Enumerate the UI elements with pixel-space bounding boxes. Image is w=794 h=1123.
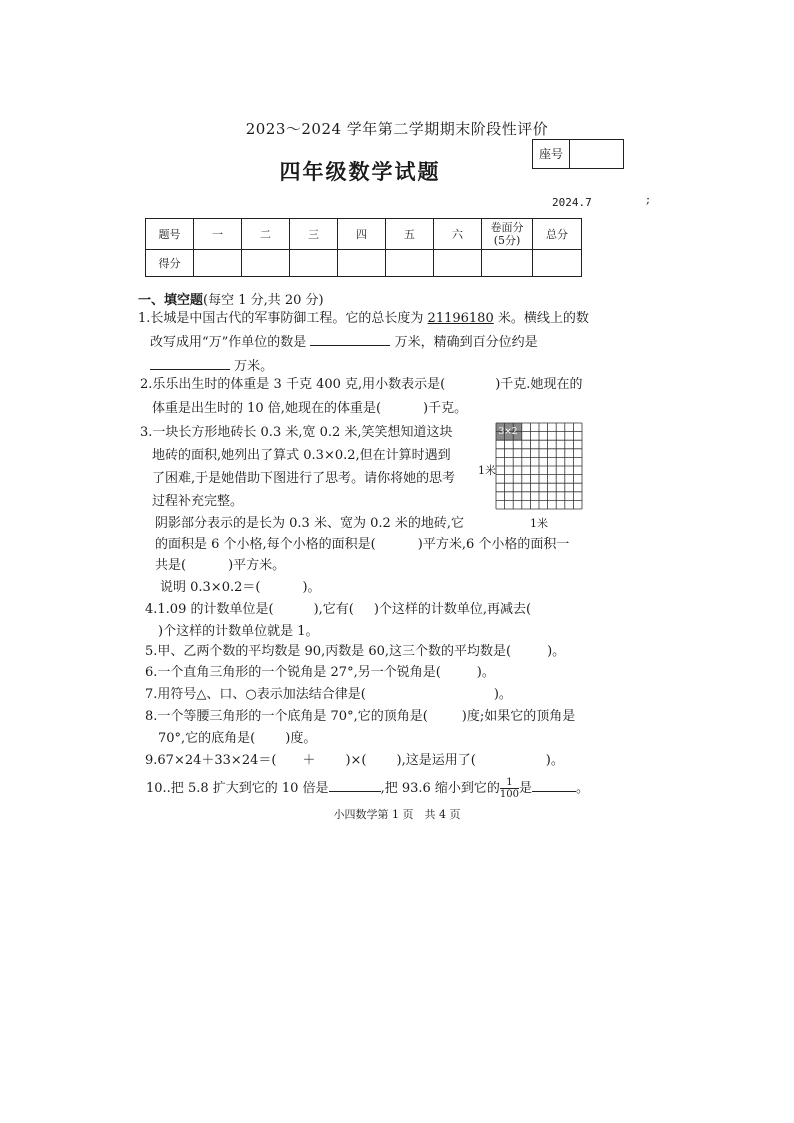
question-5 [145,640,565,663]
question-8-line-1 [145,705,575,728]
question-1-line-1 [138,307,589,330]
q2-text: )千克.她现在的 [495,377,583,392]
grid-side-label: 1米 [478,464,496,477]
q1-text: 1.长城是中国古代的军事防御工程。它的总长度为 [138,311,424,326]
q10-text: 10..把 5.8 扩大到它的 10 倍是 [146,781,329,796]
section-note: (每空 1 分,共 20 分) [203,293,324,308]
q9-text: ＋ [302,753,316,768]
neatness-label: 卷面分 [490,221,524,234]
page-footer: 小四数学第 1 页 共 4 页 [333,808,461,821]
q8-text: )度。 [285,731,317,746]
q7-text: )。 [493,687,512,702]
score-table [145,218,582,277]
q1-text: 万米。 [234,359,274,374]
score-cell[interactable] [338,250,386,277]
q6-text: 6.一个直角三角形的一个锐角是 27°,另一个锐角是( [145,665,441,680]
seat-label: 座号 [533,140,570,168]
q1-text: 改写成用“万”作单位的数是 [150,335,307,350]
q3-text: )平方米。 [228,558,286,573]
question-6 [145,661,495,684]
q5-text: )。 [547,644,566,659]
question-3-line-1: 3.一块长方形地砖长 0.3 米,宽 0.2 米,笑笑想知道这块 [140,425,453,440]
fraction-one-hundredth [500,777,519,800]
q2-text: 2.乐乐出生时的体重是 3 千克 400 克,用小数表示是( [140,377,446,392]
question-3-line-5: 阴影部分表示的是长为 0.3 米、宽为 0.2 米的地砖,它 [155,516,465,531]
score-cell[interactable] [533,250,582,277]
section-heading [138,289,324,308]
q5-text: 5.甲、乙两个数的平均数是 90,丙数是 60,这三个数的平均数是( [145,644,512,659]
q2-text: 体重是出生时的 10 倍,她现在的体重是( [152,401,382,416]
q6-text: )。 [476,665,495,680]
question-8-line-2 [158,727,316,750]
q9-text: ),这是运用了( [396,753,476,768]
score-header-cell: 一 [194,219,242,250]
seat-value-field[interactable] [570,140,623,168]
q1-length-value: 21196180 [427,311,494,326]
q4-text: ),它有( [313,602,354,617]
q10-text: 是 [519,781,533,796]
score-header-cell: 二 [242,219,290,250]
score-cell[interactable] [242,250,290,277]
q3-text: 共是( [155,558,187,573]
neatness-points: (5分) [493,234,521,247]
q10-text: 。 [576,781,590,796]
q4-text: 4.1.09 的计数单位是( [145,602,274,617]
q3-text: 说明 0.3×0.2＝( [160,580,261,595]
answer-blank[interactable] [329,791,381,792]
score-header-cell: 六 [434,219,482,250]
question-4-line-2: )个这样的计数单位就是 1。 [158,624,319,639]
q9-text: 9.67×24＋33×24＝( [145,753,277,768]
score-cell[interactable] [386,250,434,277]
question-10 [146,777,589,800]
answer-blank[interactable] [310,345,390,346]
question-7 [145,683,512,706]
section-title: 一、填空题 [138,293,204,308]
score-header-cell: 四 [338,219,386,250]
score-row-label: 得分 [146,250,194,277]
score-cell[interactable] [482,250,533,277]
question-3-line-3: 了困难,于是她借助下图进行了思考。请你将她的思考 [152,471,456,486]
question-4-line-1 [145,598,531,621]
q3-text: )。 [302,580,321,595]
question-9 [145,749,564,772]
exam-term-title: 2023～2024 学年第二学期期末阶段性评价 [245,120,549,138]
q2-text: )千克。 [423,401,468,416]
q7-text: 7.用符号△、口、○表示加法结合律是( [145,687,366,702]
score-header-cell-neatness [482,219,533,250]
q9-text: )×( [345,753,367,768]
answer-blank[interactable] [532,791,576,792]
question-2-line-1 [140,373,582,396]
q8-text: 70°,它的底角是( [158,731,256,746]
exam-date: 2024.7 [552,196,592,209]
q8-text: 8.一个等腰三角形的一个底角是 70°,它的顶角是( [145,709,428,724]
seat-number-box [532,139,624,169]
score-header-cell: 三 [290,219,338,250]
question-3-line-7 [155,554,285,577]
fraction-denominator: 100 [499,789,519,800]
q8-text: )度;如果它的顶角是 [461,709,576,724]
answer-blank[interactable] [150,369,230,370]
score-header-cell: 五 [386,219,434,250]
score-header-cell: 总分 [533,219,582,250]
question-1-line-2 [150,331,538,354]
question-3-line-6 [155,533,569,556]
shaded-area-label: 3×2 [498,427,518,437]
exam-main-title: 四年级数学试题 [279,159,441,184]
score-header-cell: 题号 [146,219,194,250]
question-3-line-8 [160,576,321,599]
score-cell[interactable] [434,250,482,277]
score-cell[interactable] [194,250,242,277]
question-3-line-4: 过程补充完整。 [152,494,244,509]
fraction-numerator: 1 [500,777,519,789]
stray-mark: ; [646,192,651,206]
q3-text: 的面积是 6 个小格,每个小格的面积是( [155,537,376,552]
score-cell[interactable] [290,250,338,277]
q1-text: 米。横线上的数 [497,311,589,326]
question-3-line-2: 地砖的面积,她列出了算式 0.3×0.2,但在计算时遇到 [152,448,451,463]
q1-text: 万米，精确到百分位约是 [394,335,538,350]
q9-text: )。 [545,753,564,768]
q3-text: )平方米,6 个小格的面积一 [417,537,570,552]
question-2-line-2 [152,397,467,420]
q4-text: )个这样的计数单位,再减去( [373,602,532,617]
q10-text: ,把 93.6 缩小到它的 [380,781,500,796]
grid-bottom-label: 1米 [530,517,548,530]
